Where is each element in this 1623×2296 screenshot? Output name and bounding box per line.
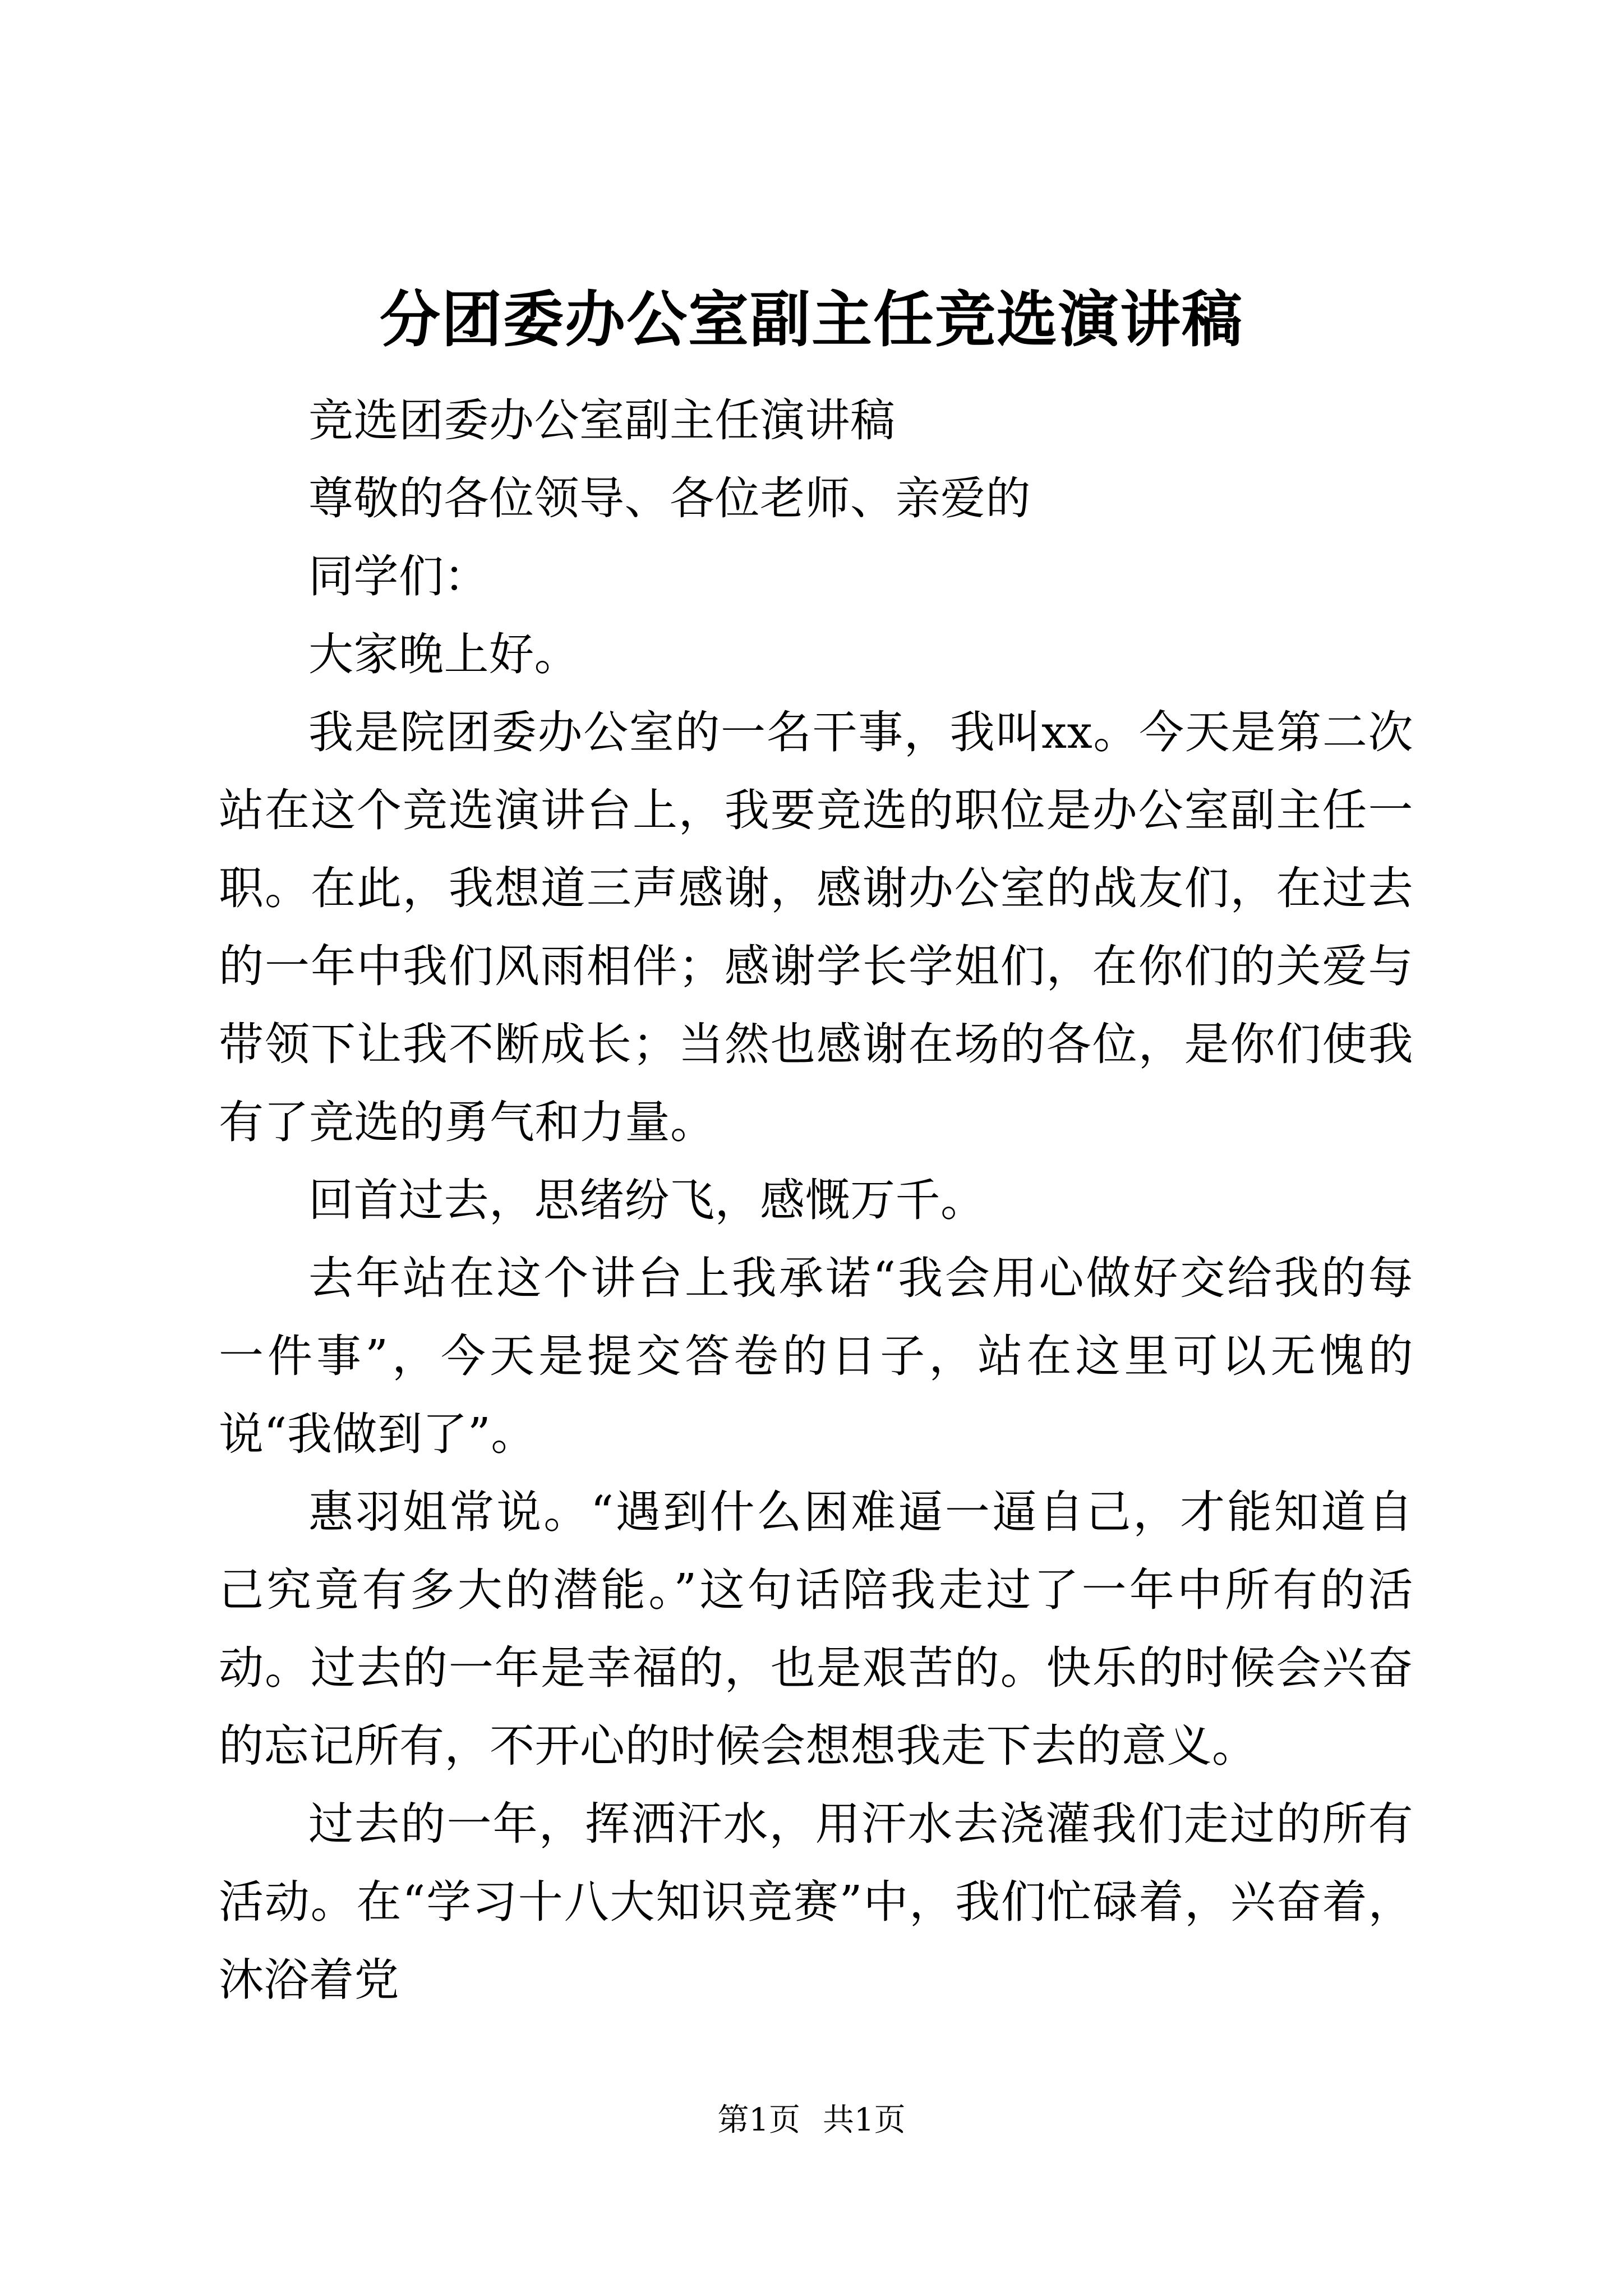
paragraph-7: 去年站在这个讲台上我承诺“我会用心做好交给我的每一件事”，今天是提交答卷的日子，站在这里可以无愧的说“我做到了”。 <box>219 1252 1413 1460</box>
paragraph-9: 过去的一年，挥洒汗水，用汗水去浇灌我们走过的所有活动。在“学习十八大知识竞赛”中，我们忙碌着，兴奋着，沐浴着党 <box>219 1798 1413 2006</box>
paragraph-1: 竞选团委办公室副主任演讲稿 <box>308 394 896 447</box>
paragraph-4: 大家晚上好。 <box>308 628 579 680</box>
document-body <box>219 381 1413 2019</box>
paragraph-2: 尊敬的各位领导、各位老师、亲爱的 <box>308 472 1031 524</box>
paragraph-8: 惠羽姐常说。“遇到什么困难逼一逼自己，才能知道自己究竟有多大的潜能。”这句话陪我走过了一年中所有的活动。过去的一年是幸福的，也是艰苦的。快乐的时候会兴奋的忘记所有，不开心的时候会想想我走下去的意义。 <box>219 1486 1413 1772</box>
paragraph-6: 回首过去，思绪纷飞，感慨万千。 <box>308 1174 986 1226</box>
page-total: 共1页 <box>823 2102 906 2138</box>
paragraph-5: 我是院团委办公室的一名干事，我叫xx。今天是第二次站在这个竞选演讲台上，我要竞选的职位是办公室副主任一职。在此，我想道三声感谢，感谢办公室的战友们，在过去的一年中我们风雨相伴；感谢学长学姐们，在你们的关爱与带领下让我不断成长；当然也感谢在场的各位，是你们使我有了竞选的勇气和力量。 <box>219 706 1413 1148</box>
paragraph-3: 同学们： <box>308 550 489 602</box>
page-number: 第1页 <box>717 2102 800 2138</box>
document-title: 分团委办公室副主任竞选演讲稿 <box>379 284 1243 355</box>
page-footer <box>0 2101 1623 2140</box>
